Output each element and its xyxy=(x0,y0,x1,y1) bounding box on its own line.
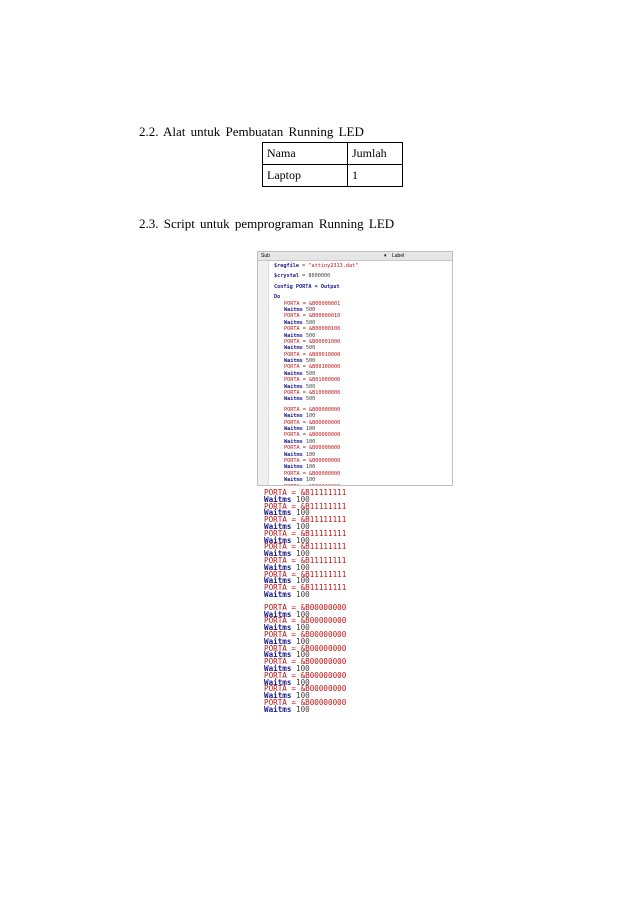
port-value: &B00000000 xyxy=(309,419,341,426)
code-line: PORTA = &B00000000 xyxy=(264,602,347,612)
wait-keyword: Waitms xyxy=(284,370,303,377)
wait-value: 100 xyxy=(296,677,310,687)
port-value: &B00000000 xyxy=(309,445,341,452)
port-value: &B11111111 xyxy=(300,555,347,565)
wait-keyword: Waitms xyxy=(284,345,303,352)
port-name: PORTA xyxy=(284,432,300,439)
wait-keyword: Waitms xyxy=(264,589,292,599)
port-name: PORTA xyxy=(284,300,300,307)
port-name: PORTA xyxy=(264,602,287,612)
wait-value: 500 xyxy=(305,358,316,365)
wait-value: 500 xyxy=(305,319,316,326)
wait-keyword: Waitms xyxy=(264,691,292,701)
wait-keyword: Waitms xyxy=(264,508,292,518)
wait-value: 500 xyxy=(305,345,316,352)
wait-value: 100 xyxy=(296,535,310,545)
code-line: PORTA = &B01000000 xyxy=(284,377,341,384)
label-dropdown-label: Label xyxy=(392,253,405,259)
code-line xyxy=(264,589,346,599)
port-value: &B00000010 xyxy=(309,313,341,320)
code-line: PORTA = &B00000000 xyxy=(284,457,341,464)
code-listing xyxy=(264,490,346,714)
wait-keyword: Waitms xyxy=(284,438,303,445)
port-name: PORTA xyxy=(264,697,287,707)
wait-keyword: Waitms xyxy=(284,332,303,339)
wait-value: 100 xyxy=(296,704,310,714)
port-name: PORTA xyxy=(264,569,287,579)
wait-value: 100 xyxy=(296,636,310,646)
wait-keyword: Waitms xyxy=(264,623,292,633)
port-value: &B00010000 xyxy=(309,351,341,358)
port-name: PORTA xyxy=(264,657,287,667)
port-value: &B00000000 xyxy=(309,406,341,413)
code-line: PORTA = &B00000000 xyxy=(264,643,347,653)
section-heading-tools: 2.2. Alat untuk Pembuatan Running LED xyxy=(139,124,364,139)
code-line: PORTA = &B11111111 xyxy=(264,488,347,497)
ide-screenshot xyxy=(257,251,453,486)
wait-value: 100 xyxy=(305,413,316,420)
port-name xyxy=(284,484,300,487)
port-name: PORTA xyxy=(284,364,300,371)
wait-value: 100 xyxy=(296,508,310,518)
port-value: &B00000000 xyxy=(309,432,341,439)
table-cell-item: Laptop xyxy=(263,165,348,187)
wait-value: 500 xyxy=(305,370,316,377)
wait-value: 100 xyxy=(305,451,316,458)
code-line: PORTA = &B00000010 xyxy=(284,313,341,320)
code-keyword: $regfile xyxy=(274,263,299,269)
code-line: PORTA = &B00000000 xyxy=(264,697,347,707)
code-line: PORTA = &B00000000 xyxy=(284,419,341,426)
code-text: = "attiny2313.dat" xyxy=(299,263,359,269)
section-heading-script: 2.3. Script untuk pemprograman Running LED xyxy=(139,216,395,231)
port-value: &B00000000 xyxy=(300,616,347,626)
header-cell-nama: Nama xyxy=(263,143,348,165)
wait-value: 100 xyxy=(296,549,310,559)
port-name: PORTA xyxy=(284,470,300,477)
code-line: PORTA = &B00100000 xyxy=(284,364,341,371)
wait-keyword: Waitms xyxy=(264,650,292,660)
port-value: &B00000000 xyxy=(300,643,347,653)
port-name: PORTA xyxy=(284,457,300,464)
wait-value: 500 xyxy=(305,396,316,403)
port-value: &B00100000 xyxy=(309,364,341,371)
port-name: PORTA xyxy=(284,326,300,333)
header-cell-jumlah: Jumlah xyxy=(348,143,403,165)
wait-value: 100 xyxy=(305,425,316,432)
wait-keyword: Waitms xyxy=(284,413,303,420)
code-line xyxy=(274,263,358,269)
port-name: PORTA xyxy=(264,670,287,680)
wait-keyword: Waitms xyxy=(284,396,303,403)
port-value: &B11111111 xyxy=(300,569,347,579)
code-block-2 xyxy=(264,602,347,714)
code-line: PORTA = &B00000000 xyxy=(284,432,341,439)
wait-keyword: Waitms xyxy=(264,704,292,714)
wait-value: 100 xyxy=(296,691,310,701)
port-value: &B00000000 xyxy=(300,670,347,680)
wait-value: 100 xyxy=(305,438,316,445)
port-value: &B00000000 xyxy=(309,457,341,464)
wait-keyword: Waitms xyxy=(284,425,303,432)
code-text: = 8000000 xyxy=(299,273,331,280)
wait-value: 100 xyxy=(296,521,310,531)
code-line: PORTA = &B00000000 xyxy=(264,629,347,639)
port-value: &B00000000 xyxy=(300,684,347,694)
wait-keyword: Waitms xyxy=(284,306,303,313)
wait-value: 100 xyxy=(296,494,310,504)
port-value: &B11111111 xyxy=(300,542,347,552)
wait-value: 500 xyxy=(305,383,316,390)
wait-keyword: Waitms xyxy=(284,383,303,390)
port-value: &B00000000 xyxy=(300,697,347,707)
code-line: PORTA = &B11111111 xyxy=(264,542,347,552)
wait-value: 500 xyxy=(305,332,316,339)
wait-value: 100 xyxy=(296,623,310,633)
code-keyword: Config xyxy=(274,283,293,290)
code-line: PORTA = &B00000000 xyxy=(284,470,341,477)
wait-keyword: Waitms xyxy=(284,477,303,484)
table-header-row xyxy=(263,143,403,165)
code-line: PORTA = &B00000000 xyxy=(264,670,347,680)
port-name: PORTA xyxy=(264,528,287,538)
port-name: PORTA xyxy=(284,390,300,397)
port-name: PORTA xyxy=(264,542,287,552)
wait-keyword: Waitms xyxy=(264,562,292,572)
port-name: PORTA xyxy=(264,643,287,653)
port-value: &B00000001 xyxy=(309,300,341,307)
port-name: PORTA xyxy=(264,515,287,525)
wait-keyword: Waitms xyxy=(264,609,292,619)
port-value: &B11111111 xyxy=(300,583,347,593)
port-name: PORTA xyxy=(284,419,300,426)
wait-keyword: Waitms xyxy=(284,319,303,326)
wait-keyword: Waitms xyxy=(264,521,292,531)
chevron-down-icon: ▾ xyxy=(384,253,387,259)
wait-keyword: Waitms xyxy=(284,464,303,471)
code-line: PORTA = &B00000000 xyxy=(264,657,347,667)
wait-keyword: Waitms xyxy=(264,494,292,504)
code-keyword: $crystal xyxy=(274,273,299,280)
table-cell-quantity: 1 xyxy=(348,165,403,187)
wait-value: 100 xyxy=(296,650,310,660)
port-value: &B00000000 xyxy=(300,629,347,639)
code-line: PORTA = &B11111111 xyxy=(264,583,347,593)
port-name: PORTA xyxy=(284,377,300,384)
wait-keyword: Waitms xyxy=(264,677,292,687)
code-line: PORTA = &B00001000 xyxy=(284,338,341,345)
code-line: PORTA = &B11111111 xyxy=(264,501,347,511)
wait-value: 100 xyxy=(305,464,316,471)
code-line: PORTA = &B00000100 xyxy=(284,326,341,333)
port-name: PORTA xyxy=(264,555,287,565)
code-line: PORTA = &B00000001 xyxy=(284,300,341,307)
wait-value: 100 xyxy=(296,576,310,586)
wait-value: 100 xyxy=(305,477,316,484)
wait-value: 100 xyxy=(296,562,310,572)
wait-value: 100 xyxy=(296,663,310,673)
code-block-1 xyxy=(264,490,346,599)
wait-keyword: Waitms xyxy=(264,576,292,586)
port-value: &B01000000 xyxy=(309,377,341,384)
wait-keyword: Waitms xyxy=(264,663,292,673)
code-text: PORTA = Output xyxy=(292,283,340,290)
port-value: &B00001000 xyxy=(309,338,341,345)
port-value: &B11111111 xyxy=(300,515,347,525)
port-name: PORTA xyxy=(284,445,300,452)
sub-dropdown-label: Sub xyxy=(261,253,270,259)
code-line: PORTA = &B10000000 xyxy=(284,390,341,397)
code-line: PORTA = &B11111111 xyxy=(264,555,347,565)
ide-toolbar xyxy=(258,252,452,261)
port-name: PORTA xyxy=(264,629,287,639)
code-line xyxy=(284,484,358,487)
code-line: PORTA = &B00000000 xyxy=(264,684,347,694)
port-name: PORTA xyxy=(264,684,287,694)
port-name: PORTA xyxy=(284,338,300,345)
wait-value: 100 xyxy=(296,589,310,599)
wait-keyword: Waitms xyxy=(264,636,292,646)
port-name: PORTA xyxy=(264,616,287,626)
code-line: PORTA = &B00010000 xyxy=(284,351,341,358)
wait-value: 100 xyxy=(296,609,310,619)
do-keyword: Do xyxy=(274,294,281,301)
port-name: PORTA xyxy=(264,488,287,497)
wait-keyword: Waitms xyxy=(284,358,303,365)
tools-table xyxy=(262,142,403,187)
wait-value: 500 xyxy=(305,306,316,313)
port-name: PORTA xyxy=(284,313,300,320)
code-line: PORTA = &B00000000 xyxy=(284,406,341,413)
port-name: PORTA xyxy=(264,501,287,511)
code-line: PORTA = &B11111111 xyxy=(264,515,347,525)
port-value: &B00000100 xyxy=(309,326,341,333)
port-value: &B10000000 xyxy=(309,390,341,397)
port-value: &B11111111 xyxy=(300,528,347,538)
port-value: &B00000000 xyxy=(300,657,347,667)
port-name: PORTA xyxy=(264,583,287,593)
port-value: &B00000000 xyxy=(300,602,347,612)
code-line xyxy=(264,704,346,714)
port-name: PORTA xyxy=(284,406,300,413)
code-line: PORTA = &B11111111 xyxy=(264,528,347,538)
code-line: PORTA = &B00000000 xyxy=(264,616,347,626)
ide-gutter xyxy=(258,261,269,485)
ide-code-block-1 xyxy=(274,301,358,403)
ide-code-block-2 xyxy=(274,407,358,486)
port-value xyxy=(309,484,340,487)
port-value: &B11111111 xyxy=(300,501,347,511)
wait-keyword: Waitms xyxy=(264,535,292,545)
port-value: &B11111111 xyxy=(300,488,347,497)
port-value: &B00000000 xyxy=(309,470,341,477)
table-row xyxy=(263,165,403,187)
code-line: PORTA = &B11111111 xyxy=(264,569,347,579)
ide-code-area xyxy=(274,263,358,486)
wait-keyword: Waitms xyxy=(284,451,303,458)
port-name: PORTA xyxy=(284,351,300,358)
wait-keyword: Waitms xyxy=(264,549,292,559)
code-line: PORTA = &B00000000 xyxy=(284,445,341,452)
